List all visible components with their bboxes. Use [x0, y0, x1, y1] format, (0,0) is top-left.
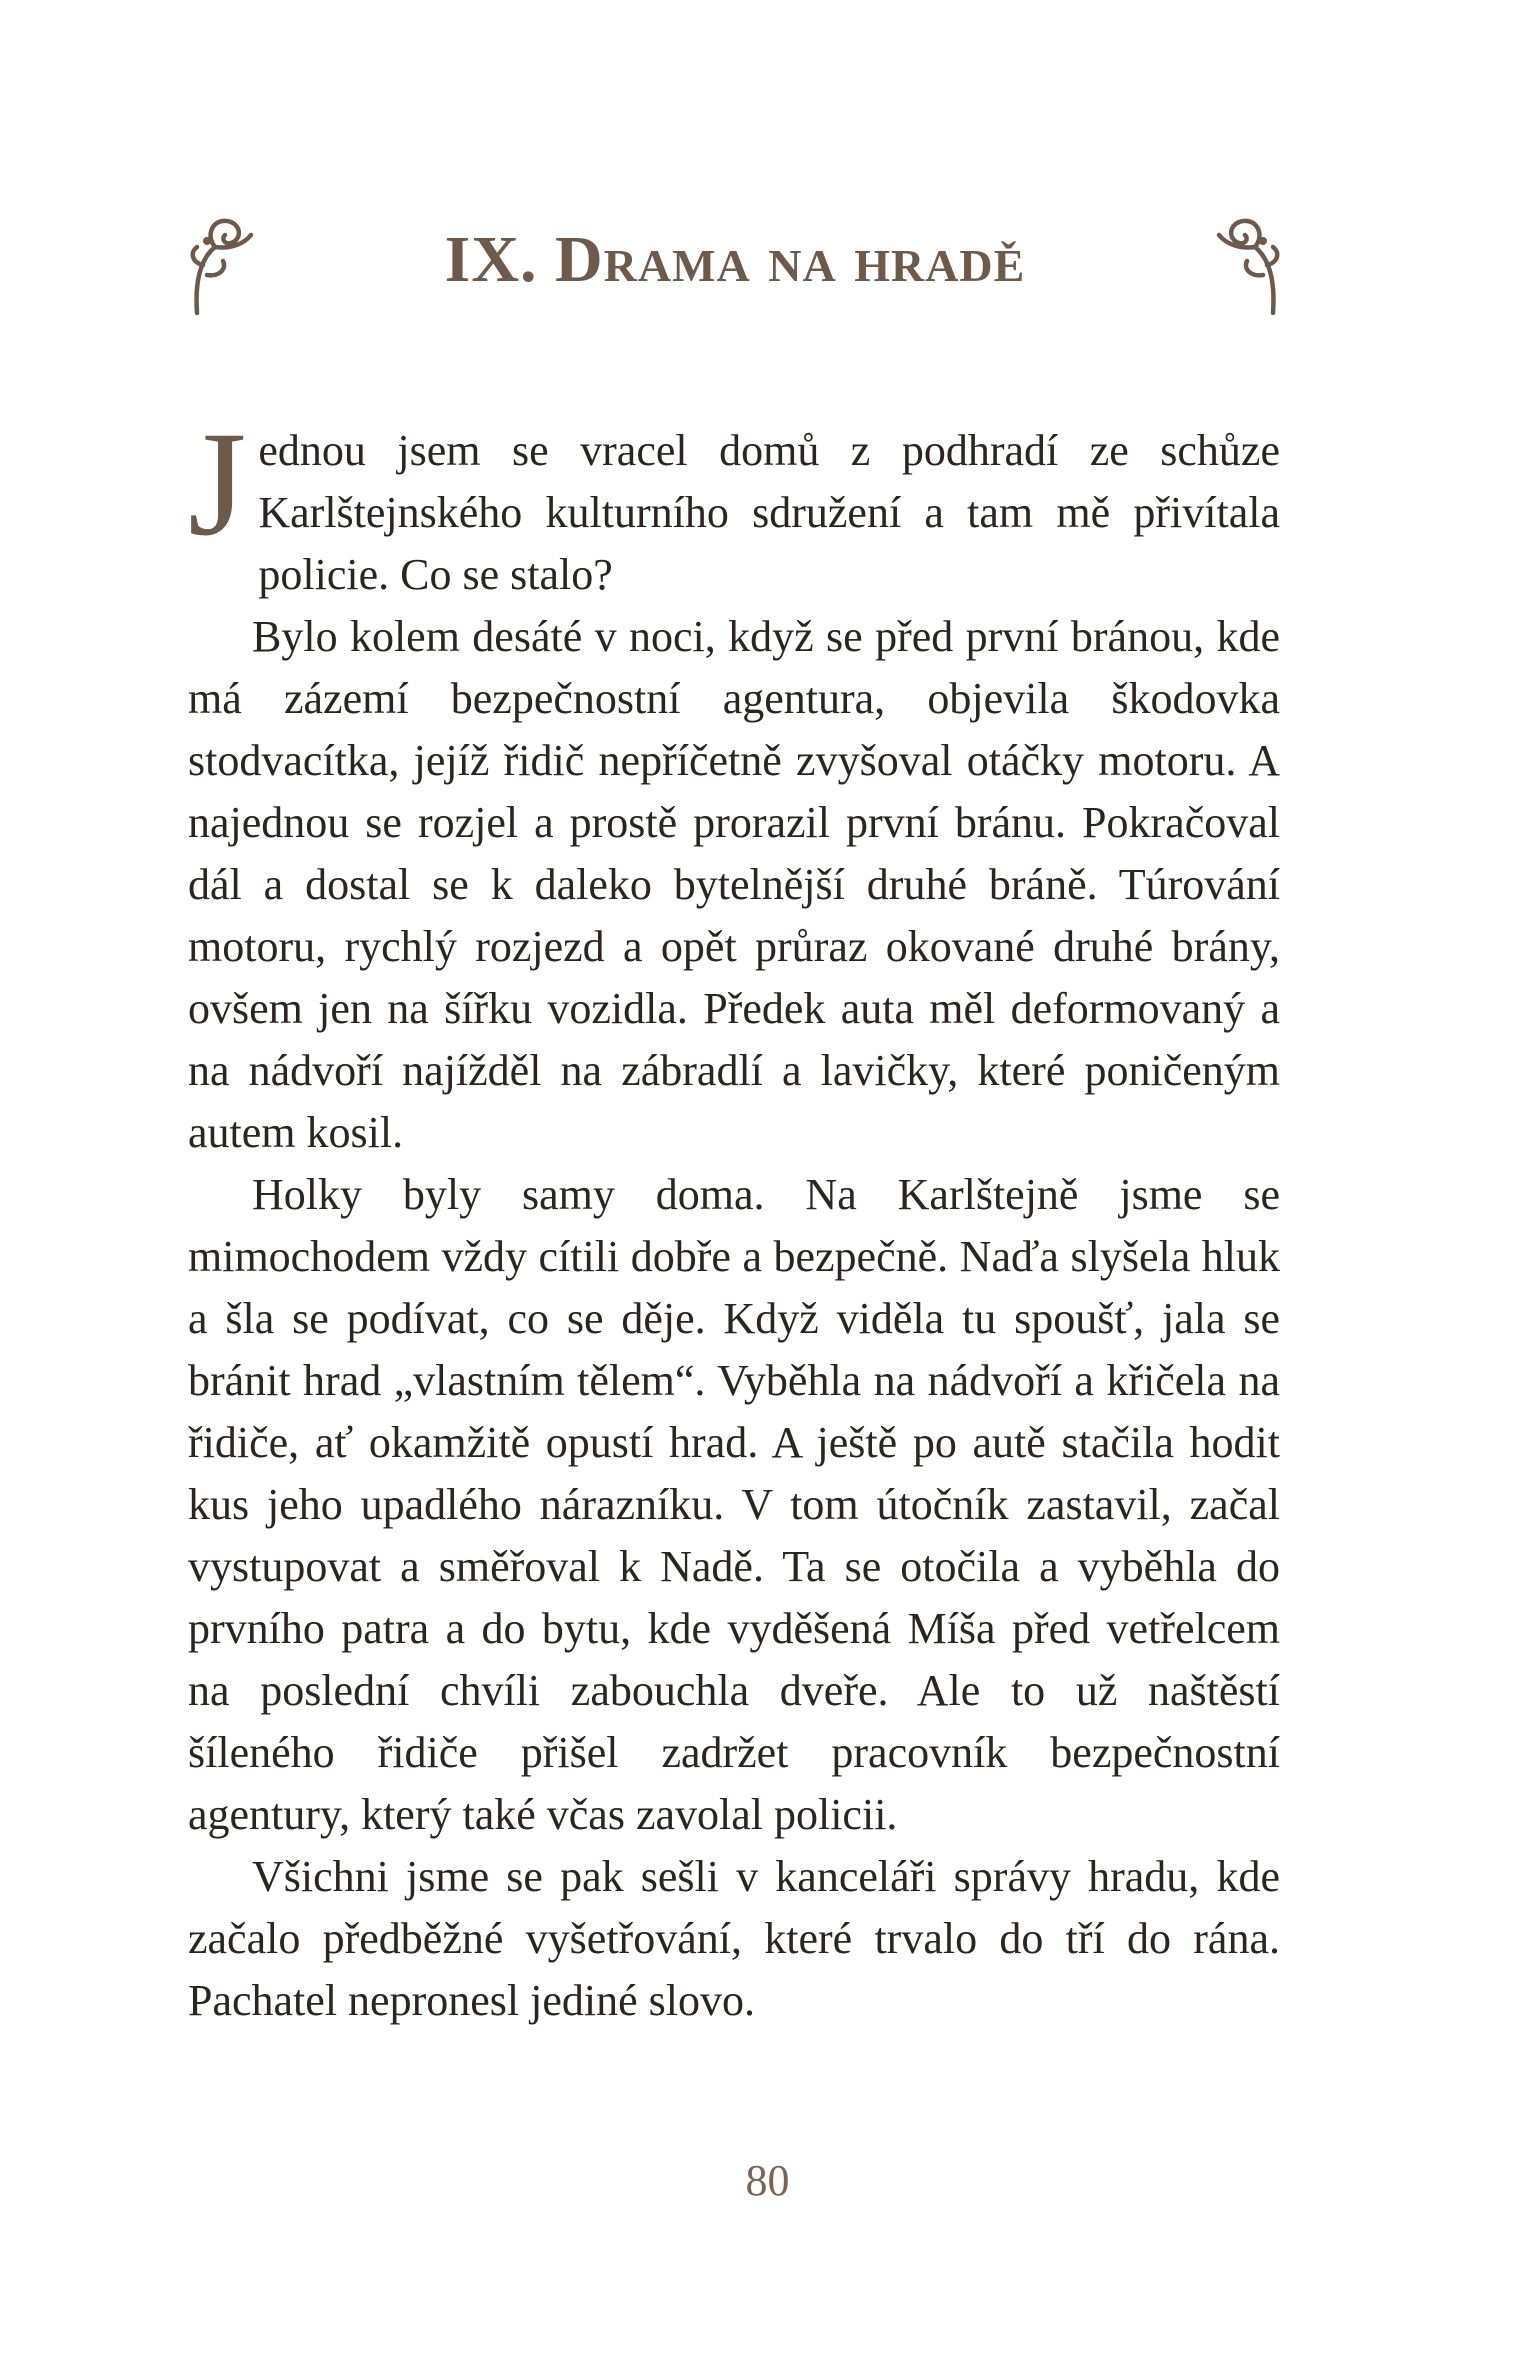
paragraph-2: Bylo kolem desáté v noci, když se před první bránou, kde má zázemí bezpečnostní agentura, objevila škodovka stodvacítka, jejíž řidič nepříčetně zvyšoval otáčky motoru. A najednou se rozjel a prostě prorazil první bránu. Pokračoval dál a dostal se k daleko bytelnější druhé bráně. Túrování motoru, rychlý rozjezd a opět průraz okované druhé brány, ovšem jen na šířku vozidla. Předek auta měl deformovaný a na nádvoří najížděl na zábradlí a lavičky, které poničeným autem kosil.	[188, 612, 1280, 1157]
paragraph-1-text: ednou jsem se vracel domů z podhradí ze schůze Karlštejnského kulturního sdružení a tam mě přivítala policie. Co se stalo?	[258, 426, 1280, 599]
page-number: 80	[745, 2156, 790, 2205]
paragraph-4: Všichni jsme se pak sešli v kanceláři správy hradu, kde začalo předběžné vyšetřování, které trvalo do tří do rána. Pachatel nepronesl jediné slovo.	[188, 1852, 1280, 2025]
chapter-text	[188, 401, 1280, 2032]
chapter-header	[185, 205, 1285, 320]
chapter-title: IX. Drama na hradě	[444, 223, 1026, 296]
paragraph-3: Holky byly samy doma. Na Karlštejně jsme se mimochodem vždy cítili dobře a bezpečně. Naďa slyšela hluk a šla se podívat, co se děje. Když viděla tu spoušť, jala se bránit hrad „vlastním tělem“. Vyběhla na nádvoří a křičela na řidiče, ať okamžitě opustí hrad. A ještě po autě stačila hodit kus jeho upadlého nárazníku. V tom útočník zastavil, začal vystupovat a směřoval k Nadě. Ta se otočila a vyběhla do prvního patra a do bytu, kde vyděšená Míša před vetřelcem na poslední chvíli zabouchla dveře. Ale to už naštěstí šíleného řidiče přišel zadržet pracovník bezpečnostní agentury, který také včas zavolal policii.	[188, 1170, 1280, 1839]
paragraph-1	[188, 401, 1280, 606]
drop-cap: J	[188, 401, 247, 567]
floral-flourish-icon	[1213, 205, 1285, 315]
